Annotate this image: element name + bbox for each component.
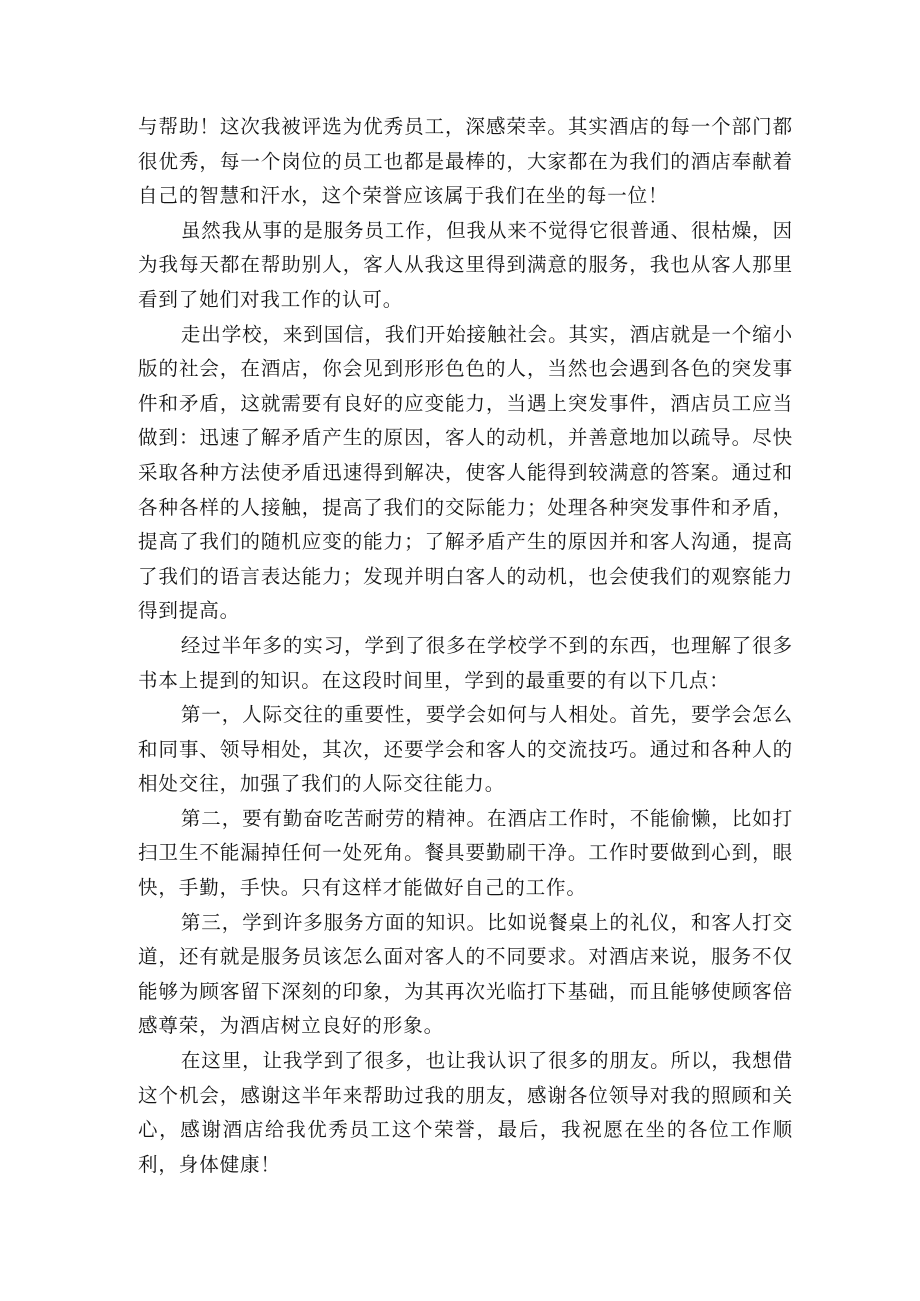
paragraph-point-two: 第二，要有勤奋吃苦耐劳的精神。在酒店工作时，不能偷懒，比如打扫卫生不能漏掉任何一处死角。餐具要勤刷干净。工作时要做到心到，眼快，手勤，手快。只有这样才能做好自己的工作。	[138, 806, 793, 900]
paragraph-conclusion: 在这里，让我学到了很多，也让我认识了很多的朋友。所以，我想借这个机会，感谢这半年来帮助过我的朋友，感谢各位领导对我的照顾和关心，感谢酒店给我优秀员工这个荣誉，最后，我祝愿在坐的各位工作顺利，身体健康！	[138, 1049, 793, 1176]
document-body	[138, 110, 793, 1182]
paragraph-internship: 经过半年多的实习，学到了很多在学校学不到的东西，也理解了很多书本上提到的知识。在这段时间里，学到的最重要的有以下几点：	[138, 633, 793, 692]
paragraph-point-one: 第一，人际交往的重要性，要学会如何与人相处。首先，要学会怎么和同事、领导相处，其次，还要学会和客人的交流技巧。通过和各种人的相处交往，加强了我们的人际交往能力。	[138, 703, 793, 796]
paragraph-society: 走出学校，来到国信，我们开始接触社会。其实，酒店就是一个缩小版的社会，在酒店，你会见到形形色色的人，当然也会遇到各色的突发事件和矛盾，这就需要有良好的应变能力，当遇上突发事件，酒店员工应当做到：迅速了解矛盾产生的原因，客人的动机，并善意地加以疏导。尽快采取各种方法使矛盾迅速得到解决，使客人能得到较满意的答案。通过和各种各样的人接触，提高了我们的交际能力；处理各种突发事件和矛盾，提高了我们的随机应变的能力；了解矛盾产生的原因并和客人沟通，提高了我们的语言表达能力；发现并明白客人的动机，也会使我们的观察能力得到提高。	[138, 322, 793, 623]
paragraph-point-three: 第三，学到许多服务方面的知识。比如说餐桌上的礼仪，和客人打交道，还有就是服务员该怎么面对客人的不同要求。对酒店来说，服务不仅能够为顾客留下深刻的印象，为其再次光临打下基础，而且能够使顾客倍感尊荣，为酒店树立良好的形象。	[138, 910, 793, 1038]
paragraph-waiter-work: 虽然我从事的是服务员工作，但我从来不觉得它很普通、很枯燥，因为我每天都在帮助别人，客人从我这里得到满意的服务，我也从客人那里看到了她们对我工作的认可。	[138, 218, 793, 311]
paragraph-closing-thanks: 与帮助！这次我被评选为优秀员工，深感荣幸。其实酒店的每一个部门都很优秀，每一个岗位的员工也都是最棒的，大家都在为我们的酒店奉献着自己的智慧和汗水，这个荣誉应该属于我们在坐的每一位！	[138, 115, 793, 208]
